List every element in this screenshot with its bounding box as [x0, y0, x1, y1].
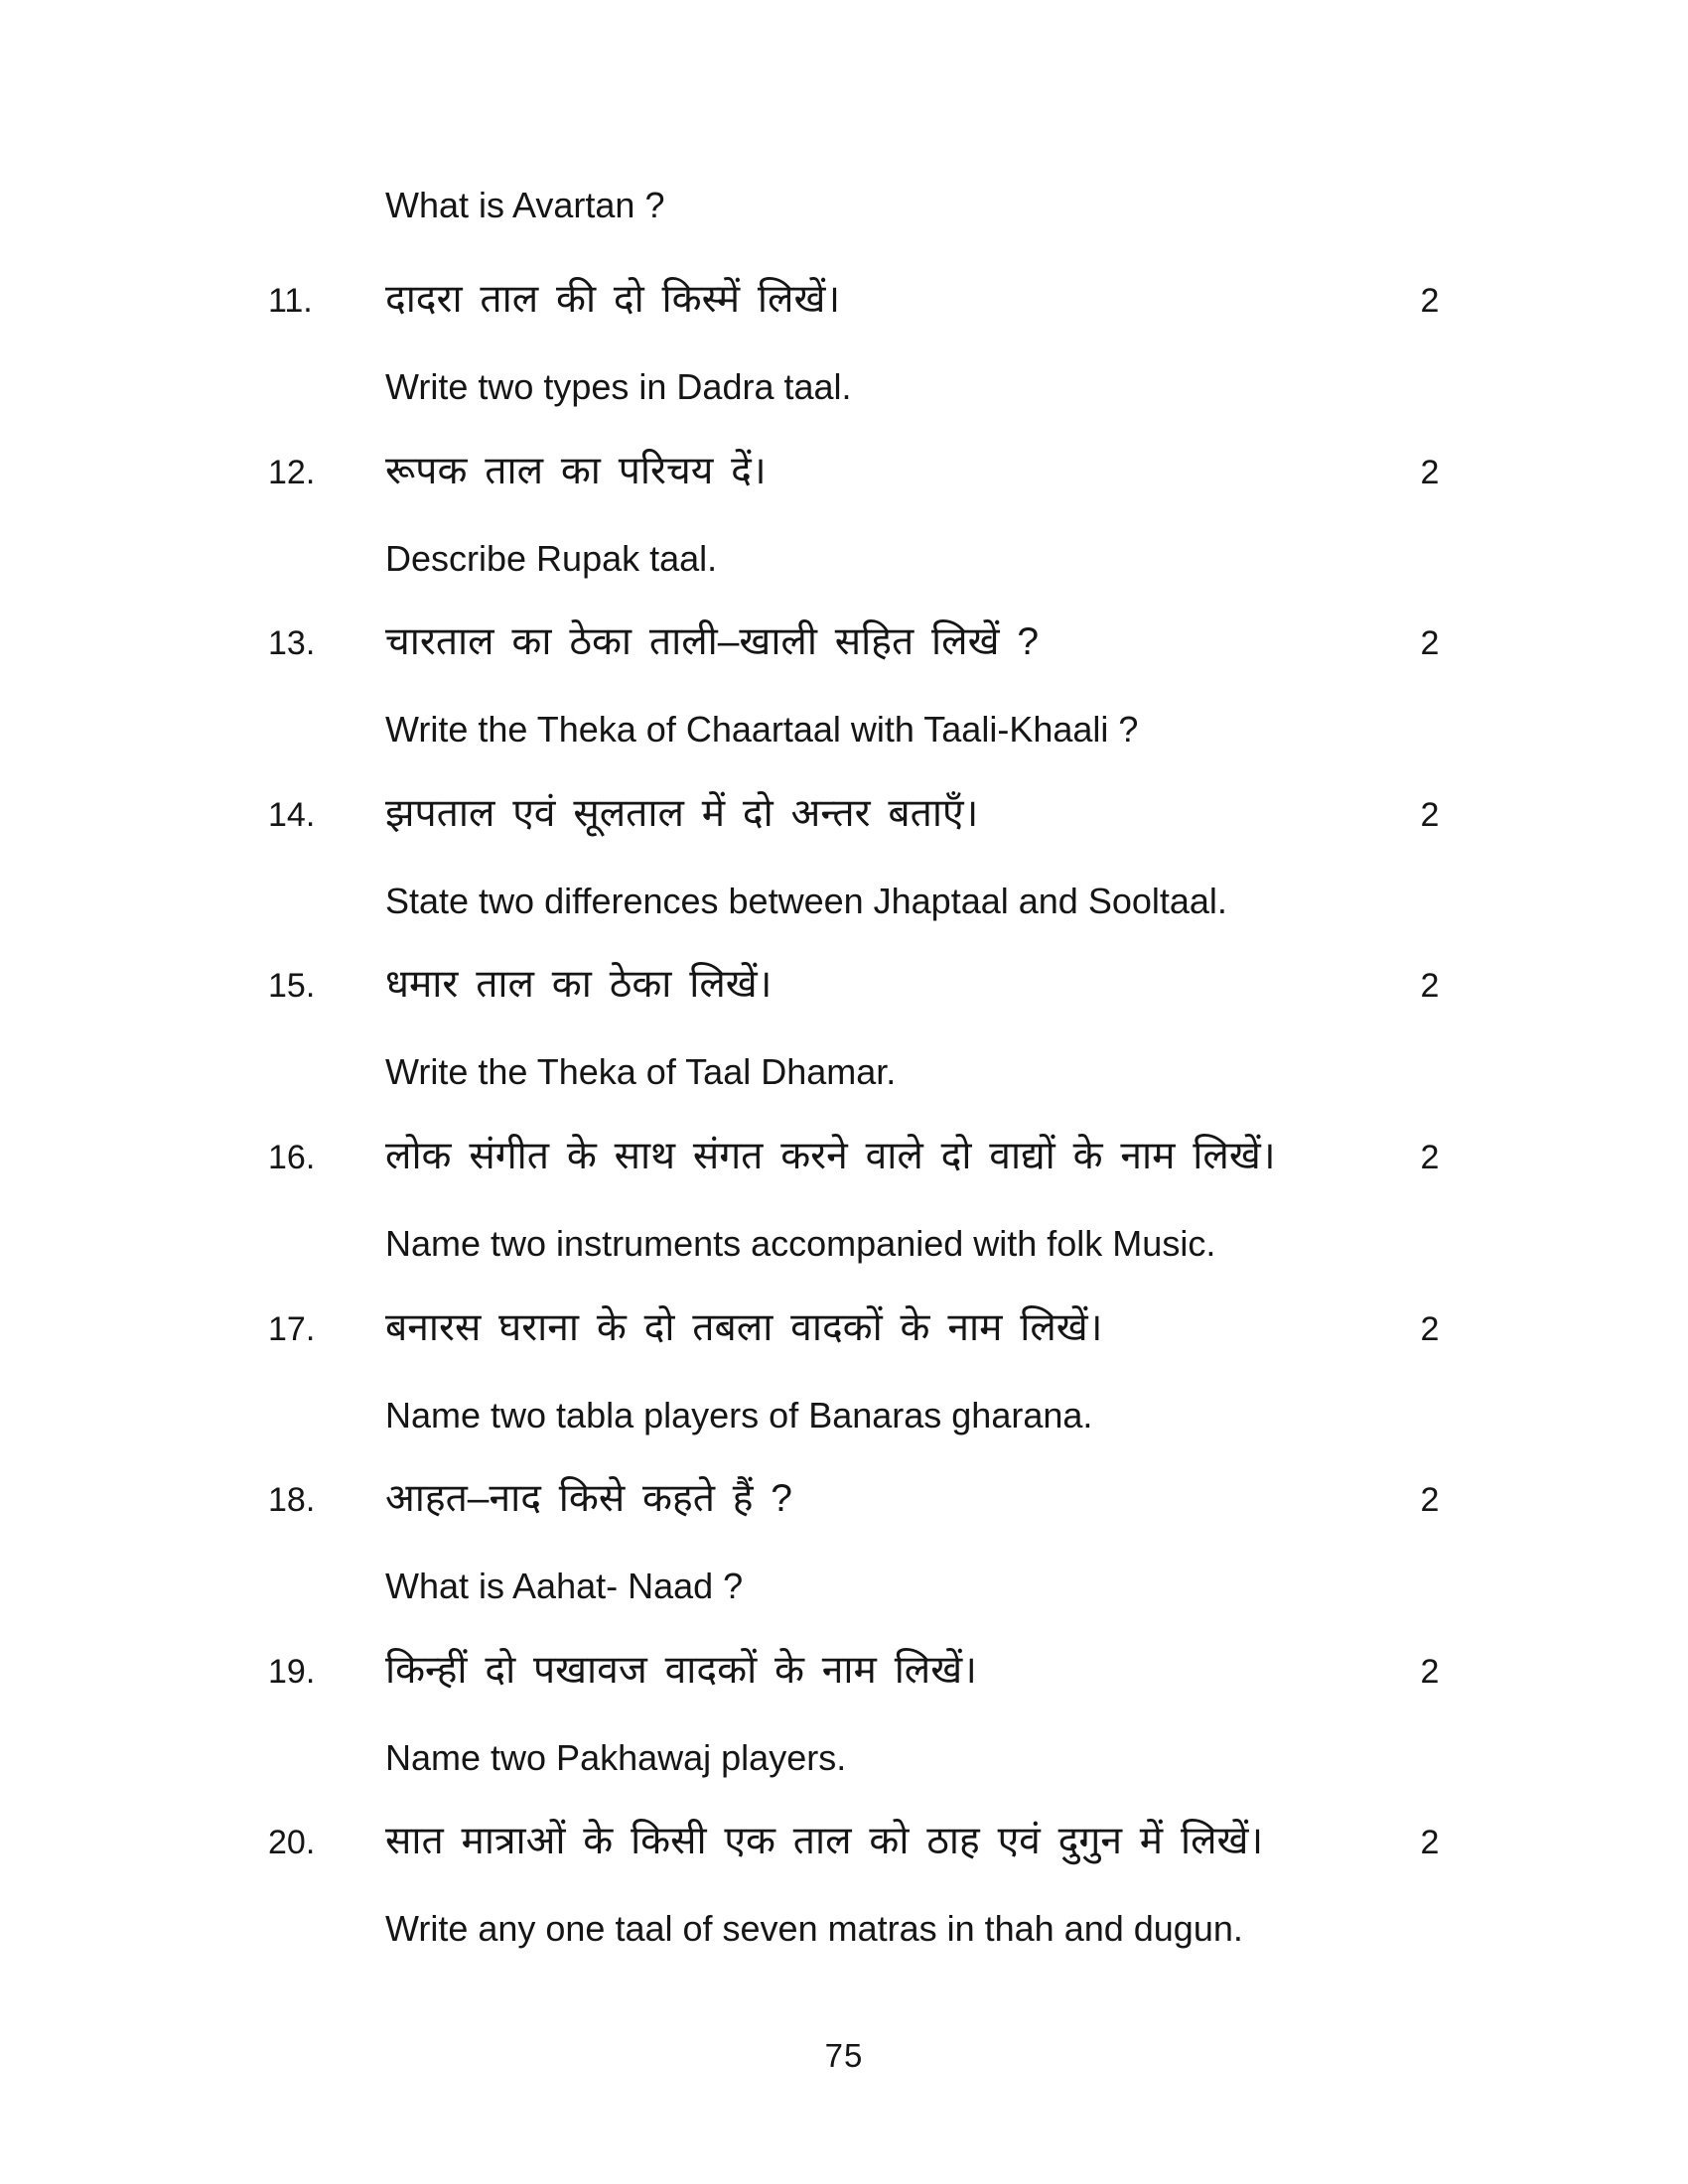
question-text-hindi: झपताल एवं सूलताल में दो अन्तर बताएँ।: [385, 792, 979, 835]
question-marks-value: 2: [1420, 1310, 1440, 1348]
question-text-english: Write two types in Dadra taal.: [385, 366, 852, 407]
question-text-hindi: सात मात्राओं के किसी एक ताल को ठाह एवं दुगुन में लिखें।: [385, 1820, 1264, 1862]
question-text-hindi: चारताल का ठेका ताली–खाली सहित लिखें ?: [385, 620, 1040, 663]
question-marks-value: 2: [1420, 1824, 1440, 1861]
question-text-hindi: आहत–नाद किसे कहते हैं ?: [385, 1477, 792, 1520]
question-number: 12.: [268, 454, 316, 491]
question-marks-value: 2: [1420, 1653, 1440, 1691]
question-marks-value: 2: [1420, 624, 1440, 662]
question-text-english: Describe Rupak taal.: [385, 538, 718, 579]
question-text-english: Write any one taal of seven matras in thah and dugun.: [385, 1908, 1243, 1949]
question-marks-value: 2: [1420, 1481, 1440, 1519]
question-text-english: Name two tabla players of Banaras gharana.: [385, 1395, 1093, 1435]
question-number: 19.: [268, 1653, 316, 1691]
question-marks-value: 2: [1420, 282, 1440, 320]
question-text-english: Write the Theka of Chaartaal with Taali-Khaali ?: [385, 709, 1139, 750]
page-number: 75: [824, 2037, 864, 2074]
question-number: 20.: [268, 1824, 316, 1861]
question-number: 13.: [268, 624, 316, 662]
question-text-hindi: धमार ताल का ठेका लिखें।: [385, 963, 773, 1006]
question-number: 14.: [268, 796, 316, 834]
question-text-hindi: दादरा ताल की दो किस्में लिखें।: [385, 278, 841, 321]
question-text-english: Name two instruments accompanied with folk Music.: [385, 1223, 1216, 1264]
question-text-hindi: किन्हीं दो पखावज वादकों के नाम लिखें।: [385, 1649, 977, 1692]
question-marks-value: 2: [1420, 796, 1440, 834]
question-marks-value: 2: [1420, 454, 1440, 491]
carryover-question-english: What is Avartan ?: [385, 185, 665, 225]
question-text-english: State two differences between Jhaptaal and Sooltaal.: [385, 881, 1227, 921]
question-number: 15.: [268, 967, 316, 1005]
question-marks-value: 2: [1420, 967, 1440, 1005]
question-text-hindi: बनारस घराना के दो तबला वादकों के नाम लिखें।: [385, 1306, 1103, 1349]
question-marks-value: 2: [1420, 1139, 1440, 1176]
question-text-english: Write the Theka of Taal Dhamar.: [385, 1051, 897, 1092]
question-number: 18.: [268, 1481, 316, 1519]
question-text-hindi: लोक संगीत के साथ संगत करने वाले दो वाद्यों के नाम लिखें।: [385, 1135, 1276, 1177]
question-text-english: Name two Pakhawaj players.: [385, 1737, 847, 1778]
question-number: 17.: [268, 1310, 316, 1348]
question-number: 11.: [268, 282, 313, 320]
question-text-hindi: रूपक ताल का परिचय दें।: [385, 450, 767, 492]
question-text-english: What is Aahat- Naad ?: [385, 1566, 744, 1606]
question-number: 16.: [268, 1139, 316, 1176]
